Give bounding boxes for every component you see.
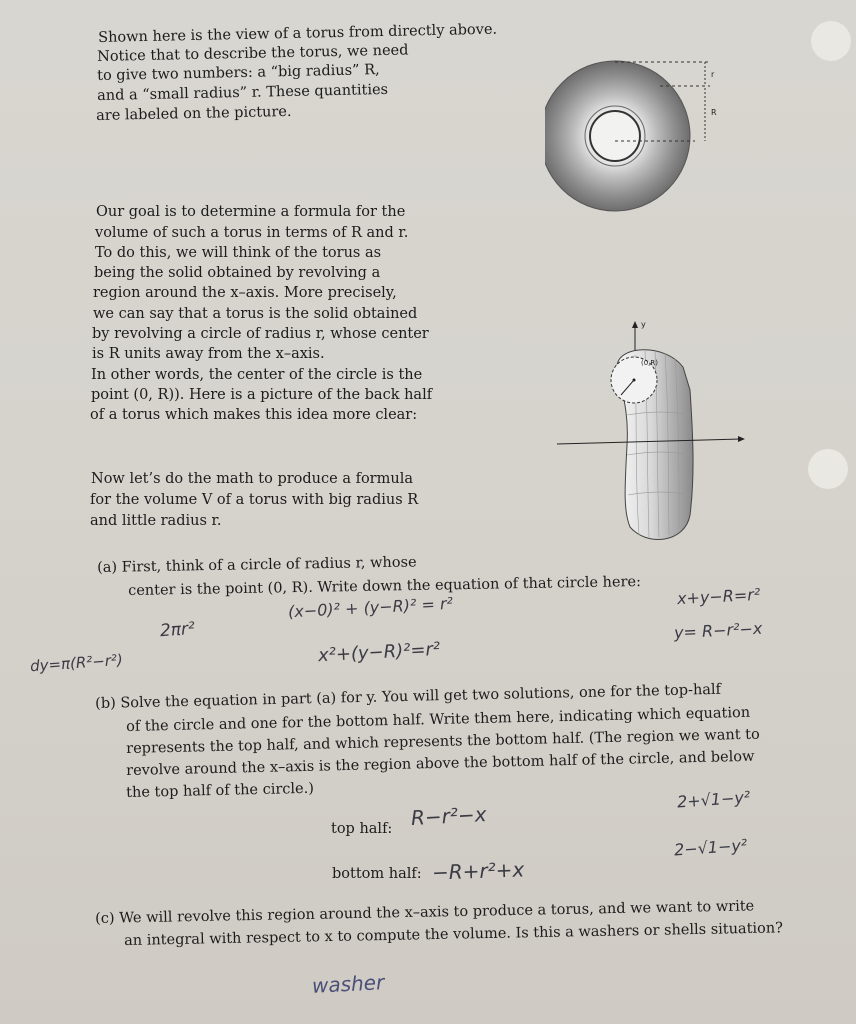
part-b-line: of the circle and one for the bottom half. Write them here, indicating which equation — [126, 704, 751, 735]
now-line: Now let’s do the math to produce a formula — [91, 471, 413, 487]
top-half-label: top half: — [331, 821, 393, 837]
intro-line: are labeled on the picture. — [96, 103, 292, 124]
now-line: and little radius r. — [90, 513, 222, 529]
handwritten-right-answer-1: 2+√1−y² — [676, 787, 751, 812]
goal-line: Our goal is to determine a formula for the — [96, 204, 406, 220]
intro-line: and a “small radius” r. These quantities — [97, 81, 389, 104]
goal-line: of a torus which makes this idea more clear: — [90, 407, 418, 423]
binder-hole-top — [811, 21, 851, 61]
goal-line: point (0, R)). Here is a picture of the back half — [91, 387, 433, 403]
handwritten-circle-equation-simplified: x²+(y−R)²=r² — [317, 638, 441, 667]
handwritten-side-equation-1: x+y−R=r² — [676, 584, 761, 609]
handwritten-side-equation-2: y= R−r²−x — [673, 618, 763, 643]
handwritten-right-answer-2: 2−√1−y² — [673, 835, 748, 860]
goal-line: volume of such a torus in terms of R and r. — [95, 225, 409, 241]
goal-line: being the solid obtained by revolving a — [94, 265, 381, 281]
now-line: for the volume V of a torus with big radius R — [90, 492, 419, 508]
handwritten-top-half-answer: R−r²−x — [410, 802, 488, 830]
goal-line: is R units away from the x–axis. — [92, 346, 325, 362]
goal-line: by revolving a circle of radius r, whose center — [92, 326, 429, 342]
goal-line: region around the x–axis. More precisely, — [93, 285, 397, 301]
bottom-half-label: bottom half: — [332, 866, 422, 882]
fig-R-label: R — [711, 108, 717, 117]
fig-r-label: r — [711, 70, 715, 79]
part-b-line: (b) Solve the equation in part (a) for y. You will get two solutions, one for the top-half — [95, 681, 722, 712]
part-c-line: (c) We will revolve this region around the x–axis to produce a torus, and we want to write — [95, 898, 755, 927]
y-axis-label: y — [641, 320, 646, 329]
part-a-line: center is the point (0, R). Write down the equation of that circle here: — [128, 574, 642, 599]
part-b-line: represents the top half, and which represents the bottom half. (The region we want to — [126, 726, 760, 757]
intro-line: Notice that to describe the torus, we need — [97, 42, 409, 65]
goal-line: To do this, we will think of the torus as — [95, 245, 382, 261]
handwritten-circle-equation: (x−0)² + (y−R)² = r² — [287, 593, 454, 622]
handwritten-2pi-r-squared: 2πr² — [159, 618, 196, 642]
handwritten-washer-answer: washer — [311, 970, 385, 998]
part-a-line: (a) First, think of a circle of radius r, whose — [97, 554, 417, 576]
torus-hole — [590, 111, 640, 161]
part-b-line: the top half of the circle.) — [126, 780, 315, 801]
part-c-line: an integral with respect to x to compute the volume. Is this a washers or shells situation? — [124, 920, 784, 949]
intro-line: Shown here is the view of a torus from directly above. — [98, 21, 498, 46]
handwritten-bottom-half-answer: −R+r²+x — [431, 857, 525, 885]
part-b-line: revolve around the x–axis is the region above the bottom half of the circle, and below — [126, 748, 755, 779]
intro-line: to give two numbers: a “big radius” R, — [97, 62, 380, 84]
goal-line: In other words, the center of the circle is the — [91, 367, 423, 383]
goal-line: we can say that a torus is the solid obtained — [93, 306, 418, 322]
fig-center-label: (0,R) — [641, 359, 659, 367]
torus-top-view-figure — [545, 48, 745, 238]
handwritten-dy-formula: dy=π(R²−r²) — [29, 650, 124, 676]
binder-hole-middle — [808, 449, 848, 489]
half-torus-figure — [555, 315, 755, 555]
